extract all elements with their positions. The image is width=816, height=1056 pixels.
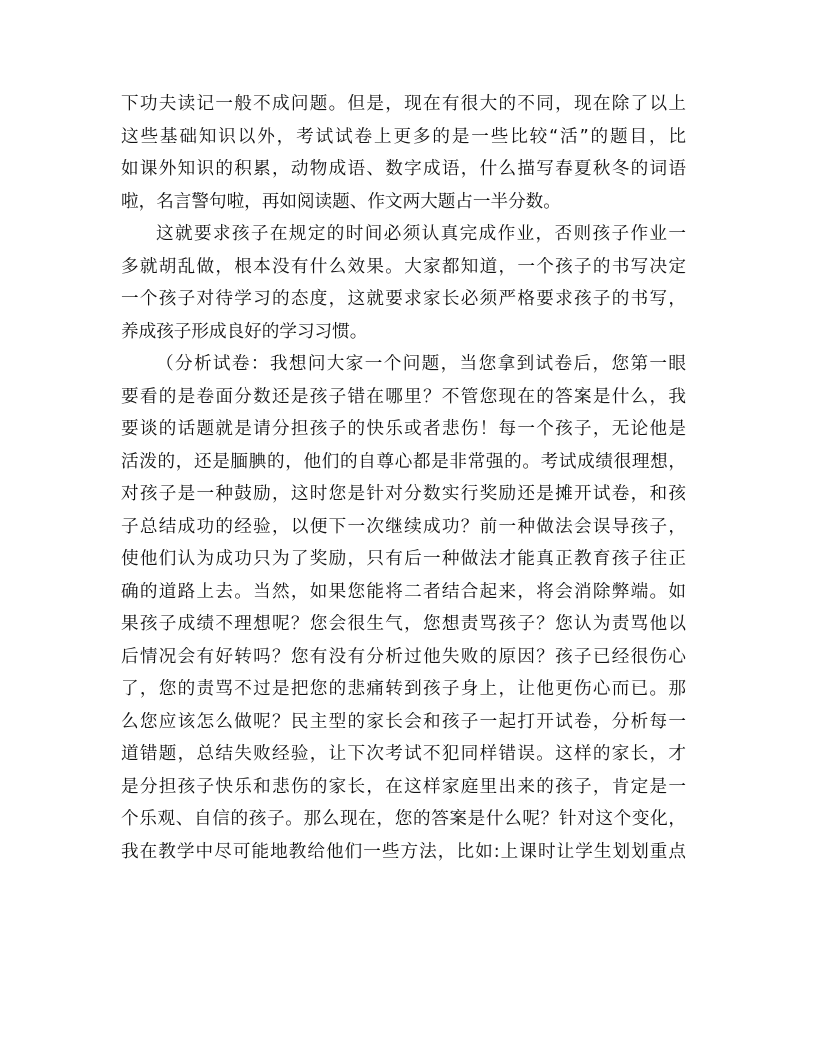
text-line: 多就胡乱做，根本没有什么效果。大家都知道，一个孩子的书写决定: [121, 256, 686, 277]
text-line: 么您应该怎么做呢？民主型的家长会和孩子一起打开试卷，分析每一: [121, 711, 686, 732]
text-line: 下功夫读记一般不成问题。但是，现在有很大的不同，现在除了以上: [121, 94, 686, 114]
text-line: （分析试卷：我想问大家一个问题，当您拿到试卷后，您第一眼: [156, 354, 686, 374]
text-line: 啦，名言警句啦，再如阅读题、作文两大题占一半分数。: [121, 191, 561, 212]
text-line: 要看的是卷面分数还是孩子错在哪里？不管您现在的答案是什么，我: [121, 386, 686, 407]
text-line: 对孩子是一种鼓励，这时您是针对分数实行奖励还是摊开试卷，和孩: [121, 484, 686, 504]
text-line: 这些基础知识以外，考试试卷上更多的是一些比较“活”的题目，比: [121, 126, 686, 147]
text-line: 一个孩子对待学习的态度，这就要求家长必须严格要求孩子的书写，: [121, 289, 686, 309]
text-line: 使他们认为成功只为了奖励，只有后一种做法才能真正教育孩子往正: [121, 549, 686, 569]
text-line: 道错题，总结失败经验，让下次考试不犯同样错误。这样的家长，才: [121, 744, 686, 764]
text-line: 确的道路上去。当然，如果您能将二者结合起来，将会消除弊端。如: [121, 581, 686, 602]
text-line: 如课外知识的积累，动物成语、数字成语，什么描写春夏秋冬的词语: [121, 159, 686, 179]
text-line: 养成孩子形成良好的学习习惯。: [121, 321, 368, 342]
text-line: 后情况会有好转吗？您有没有分析过他失败的原因？孩子已经很伤心: [121, 646, 686, 667]
text-line: 了，您的责骂不过是把您的悲痛转到孩子身上，让他更伤心而已。那: [121, 679, 686, 699]
text-line: 果孩子成绩不理想呢？您会很生气，您想责骂孩子？您认为责骂他以: [121, 614, 686, 634]
document-body-text: [121, 88, 686, 868]
text-line: 要谈的话题就是请分担孩子的快乐或者悲伤！每一个孩子，无论他是: [121, 419, 686, 439]
text-line: 这就要求孩子在规定的时间必须认真完成作业，否则孩子作业一: [156, 224, 686, 244]
text-line: 子总结成功的经验，以便下一次继续成功？前一种做法会误导孩子，: [121, 516, 686, 537]
text-line: 是分担孩子快乐和悲伤的家长，在这样家庭里出来的孩子，肯定是一: [121, 776, 686, 797]
text-line: 我在教学中尽可能地教给他们一些方法，比如:上课时让学生划划重点: [121, 841, 686, 862]
text-line: 个乐观、自信的孩子。那么现在，您的答案是什么呢？针对这个变化，: [121, 809, 686, 829]
text-line: 活泼的，还是腼腆的，他们的自尊心都是非常强的。考试成绩很理想，: [121, 451, 686, 472]
